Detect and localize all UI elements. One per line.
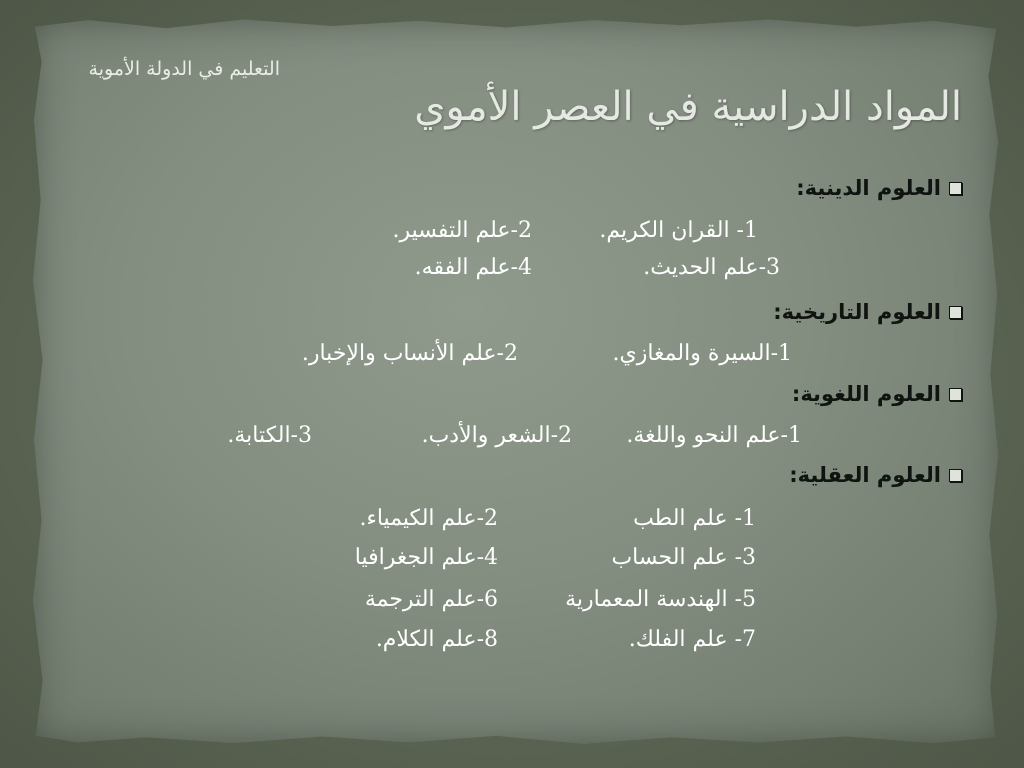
section-heading-rational [789, 463, 962, 487]
list-item: 7- علم الفلك. [628, 627, 756, 652]
section-heading-label: العلوم الدينية: [796, 176, 941, 200]
list-item: 2-الشعر والأدب. [421, 423, 572, 448]
section-heading-religious [796, 176, 962, 200]
list-row [0, 218, 1024, 248]
list-item: 2-علم الأنساب والإخبار. [301, 341, 518, 366]
checkbox-bullet-icon [949, 182, 962, 195]
slide-subtitle: التعليم في الدولة الأموية [88, 58, 280, 80]
list-item: 1- علم الطب [633, 506, 756, 531]
list-item: 6-علم الترجمة [364, 587, 498, 612]
checkbox-bullet-icon [949, 469, 962, 482]
list-item: 2-علم التفسير. [392, 218, 532, 243]
list-item: 1-السيرة والمغازي. [612, 341, 792, 366]
list-item: 3-علم الحديث. [643, 255, 780, 280]
section-heading-label: العلوم العقلية: [789, 463, 941, 487]
list-item: 4-علم الفقه. [414, 255, 532, 280]
list-item: 1-علم النحو واللغة. [626, 423, 802, 448]
list-row [0, 255, 1024, 285]
list-row [0, 587, 1024, 617]
list-item: 4-علم الجغرافيا [354, 545, 498, 570]
section-heading-linguistic [792, 382, 962, 406]
checkbox-bullet-icon [949, 388, 962, 401]
list-row [0, 627, 1024, 657]
list-row [0, 506, 1024, 536]
list-item: 3- علم الحساب [611, 545, 756, 570]
list-item: 8-علم الكلام. [375, 627, 498, 652]
section-heading-label: العلوم اللغوية: [791, 382, 941, 406]
list-row [0, 341, 1024, 371]
section-heading-historical [773, 300, 962, 324]
list-item: 1- القران الكريم. [599, 218, 758, 243]
slide-title: المواد الدراسية في العصر الأموي [414, 84, 962, 130]
list-item: 5- الهندسة المعمارية [565, 587, 756, 612]
checkbox-bullet-icon [949, 306, 962, 319]
list-row [0, 423, 1024, 453]
list-item: 3-الكتابة. [227, 423, 312, 448]
list-item: 2-علم الكيمياء. [359, 506, 498, 531]
list-row [0, 545, 1024, 575]
section-heading-label: العلوم التاريخية: [773, 300, 941, 324]
